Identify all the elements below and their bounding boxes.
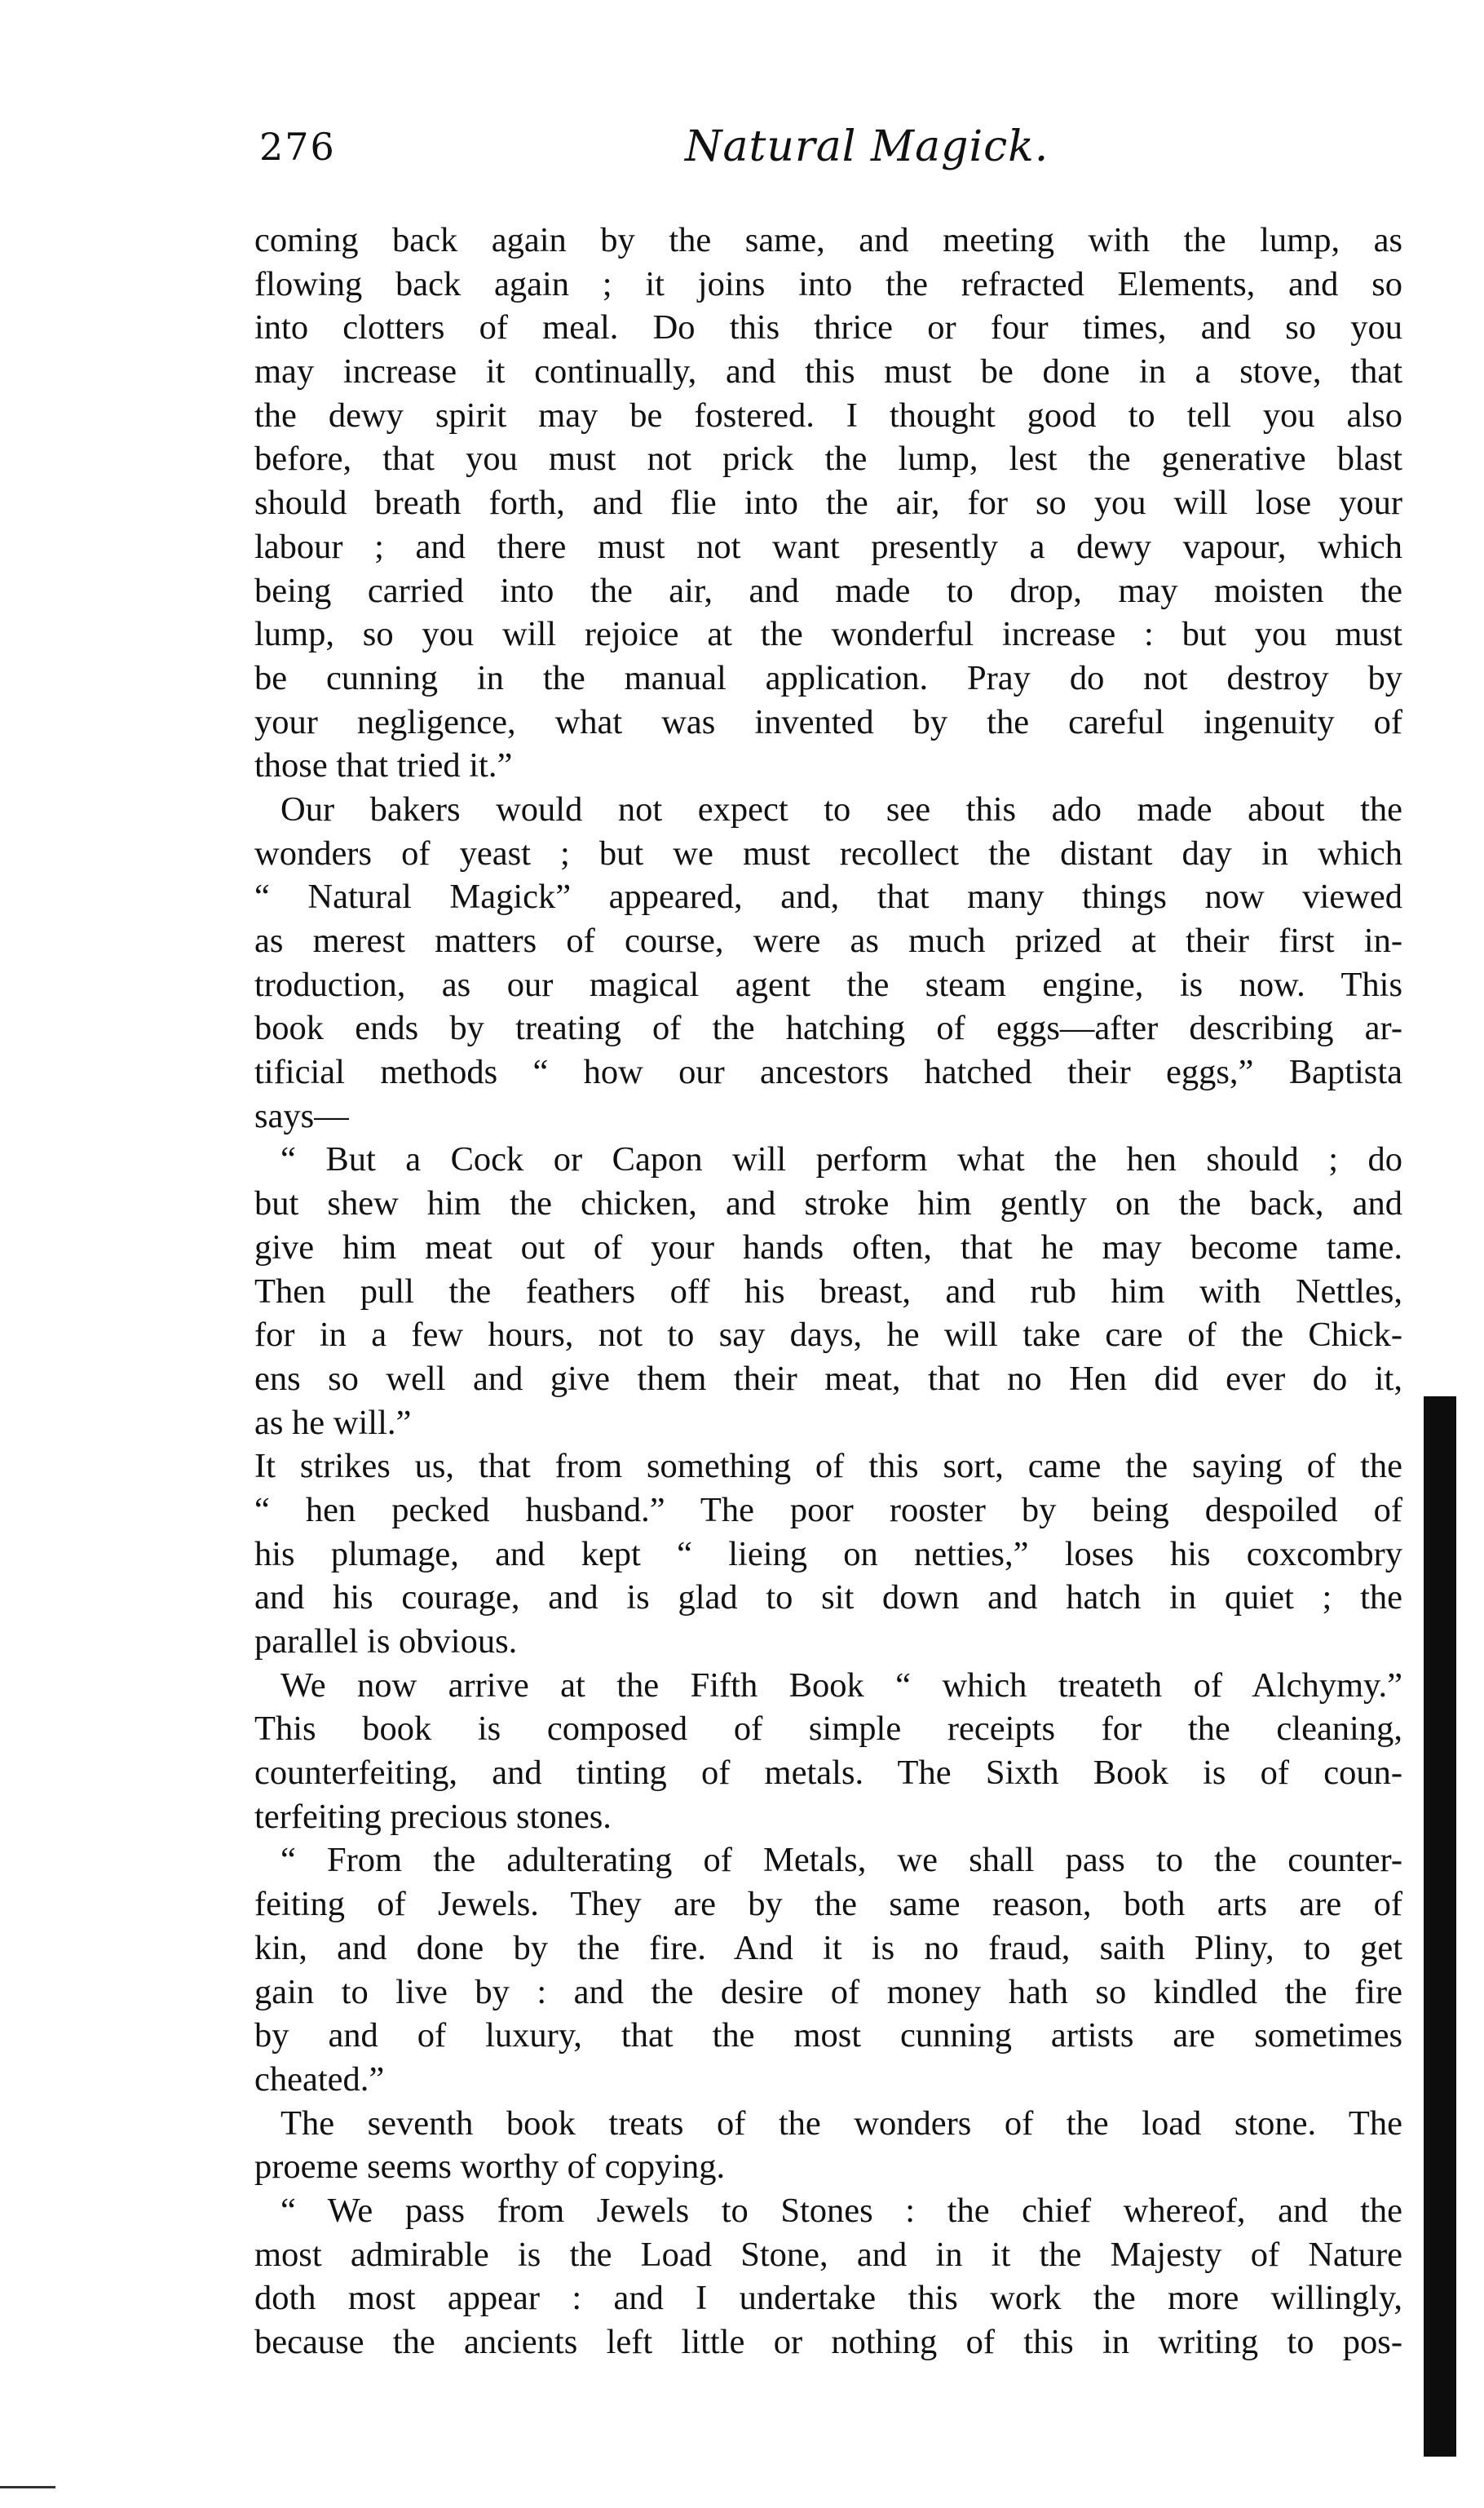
text-line: “ From the adulterating of Metals, we shall pass to the counter- — [280, 1841, 1402, 1880]
text-line: counterfeiting, and tinting of metals. The Sixth Book is of coun- — [254, 1754, 1402, 1793]
text-line: book ends by treating of the hatching of eggs—after describing ar- — [254, 1009, 1402, 1048]
text-line: proeme seems worthy of copying. — [254, 2148, 726, 2187]
text-line: before, that you must not prick the lump, lest the generative blast — [254, 440, 1402, 479]
text-line: We now arrive at the Fifth Book “ which treateth of Alchymy.” — [280, 1665, 1402, 1705]
text-line: gain to live by : and the desire of money hath so kindled the fire — [254, 1972, 1402, 2011]
text-line: “ But a Cock or Capon will perform what the hen should ; do — [280, 1140, 1402, 1179]
text-line: coming back again by the same, and meeting with the lump, as — [254, 221, 1402, 259]
text-line: cheated.” — [254, 2059, 385, 2099]
text-line: those that tried it.” — [254, 746, 513, 785]
text-line: ens so well and give them their meat, that no Hen did ever do it, — [254, 1359, 1402, 1398]
text-line: doth most appear : and I undertake this work the more willingly, — [254, 2279, 1402, 2318]
text-line: lump, so you will rejoice at the wonderful increase : but you must — [254, 615, 1402, 654]
text-line: and his courage, and is glad to sit down and hatch in quiet ; the — [254, 1578, 1402, 1617]
scan-edge-shadow — [1424, 1396, 1456, 2457]
text-line: Then pull the feathers off his breast, and rub him with Nettles, — [254, 1272, 1402, 1311]
text-line: the dewy spirit may be fostered. I thought good to tell you also — [254, 396, 1402, 435]
text-line: your negligence, what was invented by the careful ingenuity of — [254, 702, 1402, 741]
body-text — [254, 219, 1402, 2364]
text-line: as merest matters of course, were as much prized at their first in- — [254, 922, 1402, 960]
text-line: for in a few hours, not to say days, he will take care of the Chick- — [254, 1316, 1402, 1355]
text-line: because the ancients left little or nothing of this in writing to pos- — [254, 2323, 1402, 2361]
text-line: being carried into the air, and made to drop, may moisten the — [254, 571, 1402, 610]
text-line: should breath forth, and flie into the air, for so you will lose your — [254, 484, 1402, 523]
text-line: by and of luxury, that the most cunning artists are sometimes — [254, 2016, 1402, 2055]
text-line: but shew him the chicken, and stroke him gently on the back, and — [254, 1184, 1402, 1223]
text-line: into clotters of meal. Do this thrice or four times, and so you — [254, 308, 1402, 347]
text-line: It strikes us, that from something of this sort, came the saying of the — [254, 1447, 1402, 1486]
text-line: This book is composed of simple receipts for the cleaning, — [254, 1710, 1402, 1749]
text-line: as he will.” — [254, 1403, 412, 1442]
text-line: give him meat out of your hands often, that he may become tame. — [254, 1227, 1402, 1267]
text-line: says— — [254, 1096, 349, 1135]
scan-foot-rule — [0, 2486, 55, 2488]
page-number: 276 — [259, 125, 336, 169]
text-line: “ hen pecked husband.” The poor rooster by being despoiled of — [254, 1490, 1402, 1529]
text-line: kin, and done by the fire. And it is no fraud, saith Pliny, to get — [254, 1928, 1402, 1967]
text-line: “ Natural Magick” appeared, and, that many things now viewed — [254, 878, 1402, 917]
text-line: Our bakers would not expect to see this ado made about the — [280, 790, 1402, 829]
text-line: labour ; and there must not want presently a dewy vapour, which — [254, 527, 1402, 566]
text-line: tificial methods “ how our ancestors hatched their eggs,” Baptista — [254, 1053, 1402, 1092]
text-line: terfeiting precious stones. — [254, 1797, 612, 1836]
running-head — [0, 110, 1484, 184]
text-line: his plumage, and kept “ lieing on netties,” loses his coxcombry — [254, 1534, 1402, 1573]
text-line: be cunning in the manual application. Pray do not destroy by — [254, 658, 1402, 697]
text-line: “ We pass from Jewels to Stones : the chief whereof, and the — [280, 2191, 1402, 2230]
text-line: parallel is obvious. — [254, 1622, 518, 1661]
text-line: troduction, as our magical agent the steam engine, is now. This — [254, 965, 1402, 1004]
text-line: most admirable is the Load Stone, and in it the Majesty of Nature — [254, 2235, 1402, 2274]
text-line: wonders of yeast ; but we must recollect the distant day in which — [254, 834, 1402, 873]
running-title: Natural Magick. — [685, 122, 1049, 171]
text-line: The seventh book treats of the wonders of the load stone. The — [280, 2103, 1402, 2143]
text-line: feiting of Jewels. They are by the same reason, both arts are of — [254, 1885, 1402, 1924]
text-line: may increase it continually, and this must be done in a stove, that — [254, 352, 1402, 391]
text-line: flowing back again ; it joins into the refracted Elements, and so — [254, 264, 1402, 303]
